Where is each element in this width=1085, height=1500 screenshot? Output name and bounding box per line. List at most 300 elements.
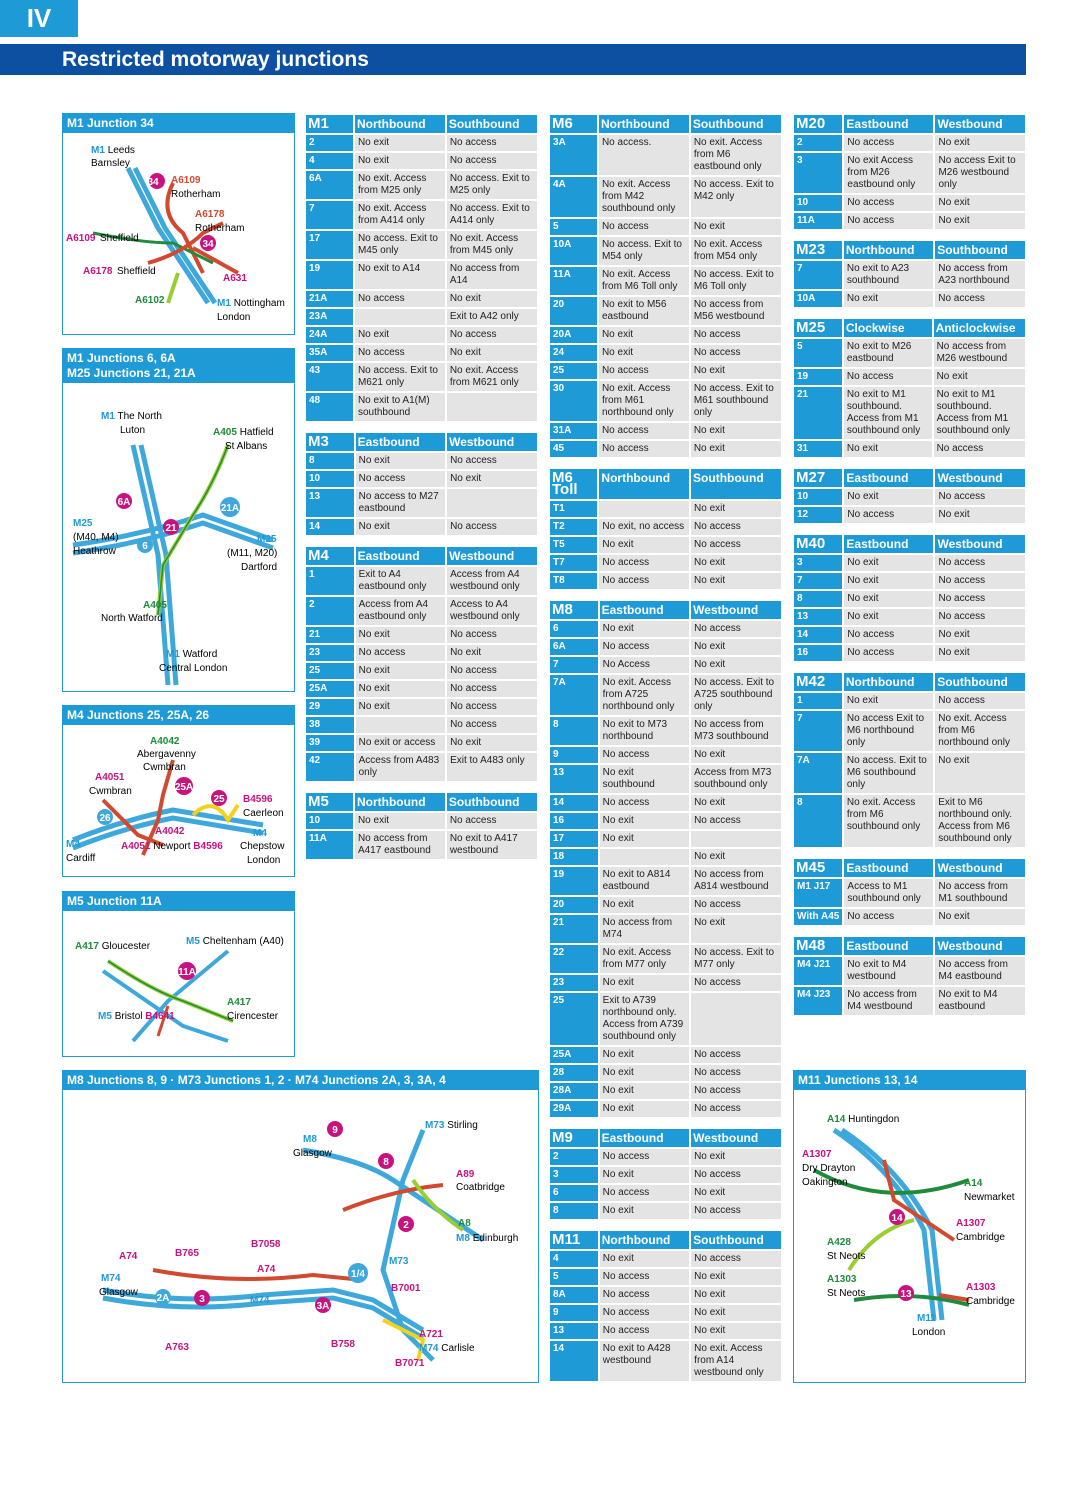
restriction-cell: No access: [689, 1251, 781, 1269]
inset-label: M74: [419, 1343, 439, 1354]
table-row: [306, 699, 537, 717]
inset-label: Oakington: [802, 1177, 848, 1188]
inset-label: M8: [456, 1233, 470, 1244]
restriction-cell: No access. Exit to M621 only: [353, 363, 445, 393]
svg-text:M1 The North: [101, 411, 162, 422]
junction-number: 14: [794, 627, 842, 645]
junction-number: 10: [306, 471, 354, 489]
junction-number: T1: [550, 501, 597, 519]
inset-label: 26: [99, 813, 111, 824]
restriction-cell: No exit to M1 southbound. Access from M1 southbound only: [842, 387, 932, 441]
motorway-name: M27: [794, 469, 842, 489]
junction-number: 12: [794, 507, 842, 525]
inset-label: M1: [91, 145, 105, 156]
restriction-cell: No access: [597, 441, 689, 459]
direction-header: Westbound: [933, 469, 1025, 489]
restriction-cell: No exit: [598, 975, 689, 993]
table-row: [794, 609, 1025, 627]
restriction-cell: No exit. Access from A725 northbound only: [598, 675, 689, 717]
restriction-cell: No access: [353, 291, 445, 309]
table-row: [550, 621, 781, 639]
junction-number: 39: [306, 735, 354, 753]
restriction-cell: No access: [842, 645, 933, 663]
svg-text:A14 Huntingdon: [827, 1114, 899, 1125]
restriction-cell: No access. Exit to M54 only: [597, 237, 689, 267]
restriction-cell: [445, 393, 537, 423]
table-row: [794, 291, 1025, 309]
junction-number: 25A: [306, 681, 354, 699]
table-row: [550, 675, 781, 717]
junction-number: 8: [794, 795, 842, 849]
restriction-cell: No exit to A428 westbound: [598, 1341, 689, 1383]
page-number: IV: [0, 0, 78, 37]
inset-label: (M11, M20): [227, 548, 278, 559]
restriction-cell: No exit. Access from M42 southbound only: [597, 177, 689, 219]
restriction-cell: No access: [597, 219, 689, 237]
restriction-cell: No exit. Access from M25 only: [353, 171, 445, 201]
table-header-row: [794, 241, 1025, 261]
table-row: [306, 363, 537, 393]
inset-label: A4051: [95, 772, 125, 783]
restriction-cell: No exit: [842, 591, 933, 609]
restriction-cell: No access: [842, 627, 933, 645]
restriction-cell: No exit: [445, 345, 537, 363]
restriction-cell: Access to M1 southbound only: [842, 879, 933, 909]
table-row: [306, 231, 537, 261]
inset-label: 21: [165, 523, 177, 534]
restriction-cell: Exit to A483 only: [445, 753, 537, 783]
junction-number: 16: [794, 645, 842, 663]
table-row: [550, 1341, 781, 1383]
inset-label: Central London: [159, 663, 228, 674]
inset-label: A428: [827, 1237, 851, 1248]
restriction-cell: No exit: [354, 663, 445, 681]
junction-number: 17: [550, 831, 598, 849]
restriction-cell: [598, 849, 689, 867]
restriction-cell: No access: [354, 645, 445, 663]
junction-number: 24A: [306, 327, 353, 345]
junction-number: T5: [550, 537, 597, 555]
junction-number: 6A: [306, 171, 353, 201]
restriction-cell: No access from A814 westbound: [689, 867, 781, 897]
table-row: [306, 171, 537, 201]
restriction-cell: No access: [598, 1149, 689, 1167]
restriction-cell: No exit to A814 eastbound: [598, 867, 689, 897]
table-row: [550, 717, 781, 747]
table-row: [550, 867, 781, 897]
restriction-cell: No access: [445, 699, 537, 717]
junction-map-m5: [63, 911, 293, 1056]
restriction-cell: No access: [598, 1185, 689, 1203]
table-row: [550, 1323, 781, 1341]
table-row: [550, 897, 781, 915]
restriction-cell: No exit: [689, 219, 781, 237]
junction-number: 13: [550, 1323, 598, 1341]
restriction-cell: No access: [842, 195, 933, 213]
table-header-row: [306, 115, 537, 135]
inset-label: 25: [213, 794, 225, 805]
restriction-cell: No access: [842, 135, 933, 153]
restriction-cell: No access: [445, 663, 537, 681]
junction-number: 20A: [550, 327, 597, 345]
inset-label: 14: [891, 1213, 903, 1224]
table-row: [306, 681, 537, 699]
page-title: Restricted motorway junctions: [0, 44, 1026, 75]
restriction-cell: No exit: [689, 849, 781, 867]
direction-header: Southbound: [689, 1231, 781, 1251]
table-row: [550, 219, 781, 237]
restriction-cell: Access to A4 westbound only: [445, 597, 537, 627]
inset-label: A4042: [150, 736, 180, 747]
table-gap: [306, 785, 537, 793]
restriction-cell: No access: [932, 441, 1025, 459]
junction-number: 5: [794, 339, 842, 369]
inset-label: M25: [257, 534, 277, 545]
direction-header: Westbound: [445, 433, 537, 453]
restriction-cell: No access: [689, 897, 781, 915]
direction-header: Southbound: [933, 241, 1025, 261]
direction-header: Northbound: [353, 793, 445, 813]
table-row: [306, 489, 537, 519]
table-row: [794, 135, 1025, 153]
restriction-cell: No access. Exit to A725 southbound only: [689, 675, 781, 717]
inset-label: 6: [142, 541, 148, 552]
junction-number: 25: [306, 663, 354, 681]
inset-label: Luton: [120, 425, 146, 436]
restriction-cell: No access from M4 eastbound: [933, 957, 1025, 987]
motorway-name: M42: [794, 673, 842, 693]
inset-label: M73: [425, 1120, 445, 1131]
inset-label: Dartford: [241, 562, 278, 573]
inset-label: M4: [253, 828, 267, 839]
restriction-cell: No access: [933, 693, 1025, 711]
svg-text:M73 Stirling: [425, 1120, 478, 1131]
table-row: [550, 363, 781, 381]
inset-label: The North: [117, 411, 162, 422]
restriction-cell: No exit to M26 eastbound: [842, 339, 932, 369]
restriction-cell: No access: [689, 621, 781, 639]
restriction-cell: No access. Exit to M42 only: [689, 177, 781, 219]
restriction-cell: No exit to A23 southbound: [842, 261, 933, 291]
restriction-cell: No exit: [354, 699, 445, 717]
junction-number: 8: [794, 591, 842, 609]
inset-label: 21A: [220, 503, 240, 514]
table-row: [550, 915, 781, 945]
inset-label: London: [247, 855, 281, 866]
table-row: [306, 717, 537, 735]
restriction-cell: No exit. Access from M6 southbound only: [842, 795, 933, 849]
restriction-cell: No exit to M1 southbound. Access from M1 southbound only: [932, 387, 1025, 441]
table-row: [794, 441, 1025, 459]
inset-label: B4596: [193, 841, 223, 852]
junction-number: M4 J23: [794, 987, 842, 1017]
table-row: [306, 453, 537, 471]
inset-label: Bristol: [114, 1011, 143, 1022]
restriction-cell: No exit: [689, 795, 781, 813]
table-row: [794, 753, 1025, 795]
restriction-cell: Exit to A4 eastbound only: [354, 567, 445, 597]
table-gap: [550, 1121, 781, 1129]
table-row: [794, 627, 1025, 645]
table-row: [550, 813, 781, 831]
table-column-3: [794, 115, 1025, 1027]
junction-number: 11A: [794, 213, 842, 231]
restriction-table: [794, 319, 1025, 459]
restriction-cell: No exit: [689, 1305, 781, 1323]
inset-label: 2A: [156, 1293, 170, 1304]
table-row: [794, 261, 1025, 291]
table-row: [550, 657, 781, 675]
restriction-cell: No access Exit to M6 northbound only: [842, 711, 933, 753]
inset-label: Watford: [182, 649, 218, 660]
direction-header: Westbound: [445, 547, 537, 567]
restriction-cell: No exit: [933, 753, 1025, 795]
motorway-name: M11: [550, 1231, 598, 1251]
restriction-cell: No access: [353, 345, 445, 363]
restriction-cell: No exit: [354, 681, 445, 699]
restriction-cell: No access: [597, 363, 689, 381]
junction-number: 31A: [550, 423, 597, 441]
motorway-name: M6: [550, 115, 597, 135]
table-row: [306, 201, 537, 231]
inset-label: 6A: [117, 497, 131, 508]
inset-label: Heathrow: [73, 546, 116, 557]
restriction-cell: No access: [354, 471, 445, 489]
inset-label: A405: [213, 427, 237, 438]
restriction-cell: No access: [598, 1287, 689, 1305]
restriction-cell: No access: [933, 609, 1025, 627]
inset-label: St Albans: [225, 441, 268, 452]
inset-label: 25A: [174, 782, 194, 793]
table-row: [306, 345, 537, 363]
restriction-cell: No access: [598, 1269, 689, 1287]
junction-number: 7A: [550, 675, 598, 717]
direction-header: Clockwise: [842, 319, 932, 339]
direction-header: Eastbound: [842, 937, 933, 957]
junction-number: 30: [550, 381, 597, 423]
restriction-cell: No exit: [689, 555, 781, 573]
table-header-row: [794, 673, 1025, 693]
table-row: [550, 1167, 781, 1185]
inset-label: B7001: [391, 1283, 421, 1294]
restriction-cell: [353, 309, 445, 327]
restriction-cell: No exit: [598, 1167, 689, 1185]
restriction-cell: No exit: [445, 735, 537, 753]
restriction-cell: No exit: [689, 639, 781, 657]
junction-number: 13: [550, 765, 598, 795]
junction-number: 38: [306, 717, 354, 735]
inset-label: A4042: [155, 826, 185, 837]
motorway-name: M9: [550, 1129, 598, 1149]
inset-label: Cirencester: [227, 1011, 279, 1022]
table-row: [550, 1269, 781, 1287]
inset-label: M1: [166, 649, 180, 660]
restriction-cell: No exit: [597, 537, 689, 555]
restriction-cell: No exit: [842, 291, 933, 309]
restriction-cell: No access: [598, 1305, 689, 1323]
restriction-cell: [689, 993, 781, 1047]
restriction-table: [794, 241, 1025, 309]
restriction-cell: No exit: [689, 747, 781, 765]
restriction-cell: No access: [842, 213, 933, 231]
table-row: [550, 1101, 781, 1119]
inset-label: A405: [143, 600, 167, 611]
restriction-table: [794, 469, 1025, 525]
table-row: [794, 795, 1025, 849]
junction-number: 2: [306, 597, 354, 627]
table-row: [306, 135, 537, 153]
junction-number: 3: [794, 153, 842, 195]
restriction-cell: Access from A4 westbound only: [445, 567, 537, 597]
restriction-cell: No access: [445, 135, 537, 153]
restriction-cell: No access: [689, 537, 781, 555]
inset-label: A1303: [966, 1282, 996, 1293]
restriction-cell: No access.: [597, 135, 689, 177]
restriction-cell: No exit to A14: [353, 261, 445, 291]
junction-number: 48: [306, 393, 353, 423]
restriction-cell: No exit. Access from M6 eastbound only: [689, 135, 781, 177]
restriction-cell: No exit: [598, 1101, 689, 1119]
svg-text:M1 Nottingham: [217, 298, 285, 309]
table-header-row: [550, 115, 781, 135]
inset-title: M5 Junction 11A: [63, 892, 294, 911]
restriction-cell: No access: [445, 519, 537, 537]
restriction-cell: No access: [842, 369, 932, 387]
restriction-cell: No exit or access: [354, 735, 445, 753]
restriction-cell: No access: [445, 453, 537, 471]
junction-number: 3: [550, 1167, 598, 1185]
restriction-table: [550, 115, 781, 459]
restriction-cell: No exit Access from M26 eastbound only: [842, 153, 933, 195]
junction-number: T2: [550, 519, 597, 537]
table-row: [306, 471, 537, 489]
restriction-cell: No exit: [598, 1203, 689, 1221]
direction-header: Southbound: [445, 115, 537, 135]
restriction-cell: No exit. Access from A414 only: [353, 201, 445, 231]
junction-number: 20: [550, 897, 598, 915]
restriction-cell: [689, 831, 781, 849]
inset-label: St Neots: [827, 1251, 866, 1262]
inset-label: M11: [917, 1313, 936, 1324]
restriction-table: [306, 547, 537, 783]
junction-number: 19: [794, 369, 842, 387]
restriction-cell: No access: [689, 1047, 781, 1065]
restriction-cell: No access from M56 westbound: [689, 297, 781, 327]
direction-header: Northbound: [842, 673, 933, 693]
restriction-cell: No access: [842, 507, 933, 525]
inset-label: M74: [250, 1295, 270, 1306]
junction-number: 3A: [550, 135, 597, 177]
restriction-cell: No access from A14: [445, 261, 537, 291]
table-header-row: [794, 535, 1025, 555]
junction-number: 31: [794, 441, 842, 459]
restriction-cell: No exit: [689, 1149, 781, 1167]
table-row: [306, 597, 537, 627]
restriction-cell: No access from M26 westbound: [932, 339, 1025, 369]
restriction-cell: No access: [597, 423, 689, 441]
restriction-cell: No access: [689, 327, 781, 345]
restriction-cell: No exit. Access from M77 only: [598, 945, 689, 975]
inset-label: London: [217, 312, 251, 323]
restriction-cell: No access. Exit to M61 southbound only: [689, 381, 781, 423]
direction-header: Eastbound: [842, 535, 933, 555]
table-gap: [306, 863, 537, 871]
inset-label: M5: [186, 936, 200, 947]
junction-number: 7: [794, 261, 842, 291]
inset-label: Cardiff: [66, 853, 96, 864]
inset-label: Carlisle: [441, 1343, 475, 1354]
table-row: [550, 975, 781, 993]
junction-number: 1: [794, 693, 842, 711]
table-column-1: [306, 115, 537, 871]
restriction-cell: No exit, no access: [597, 519, 689, 537]
restriction-cell: No access: [689, 1101, 781, 1119]
restriction-cell: No access: [689, 975, 781, 993]
direction-header: Eastbound: [842, 115, 933, 135]
motorway-name: M4: [306, 547, 354, 567]
restriction-table: [794, 937, 1025, 1017]
junction-number: 2: [550, 1149, 598, 1167]
table-row: [794, 555, 1025, 573]
inset-label: Hatfield: [239, 427, 274, 438]
restriction-cell: No exit: [598, 813, 689, 831]
restriction-cell: No exit. Access from M45 only: [445, 231, 537, 261]
inset-label: B765: [175, 1248, 199, 1259]
table-gap: [794, 1019, 1025, 1027]
junction-number: 23A: [306, 309, 353, 327]
table-row: [550, 1203, 781, 1221]
table-header-row: [794, 859, 1025, 879]
motorway-name: M8: [550, 601, 598, 621]
inset-label: A1307: [956, 1218, 986, 1229]
inset-label: 9: [332, 1125, 338, 1136]
table-header-row: [550, 469, 781, 501]
restriction-cell: No exit: [354, 453, 445, 471]
table-row: [306, 291, 537, 309]
inset-title: M1 Junction 34: [63, 114, 294, 133]
motorway-name: M6 Toll: [550, 469, 597, 501]
table-row: [550, 519, 781, 537]
restriction-cell: No exit: [689, 363, 781, 381]
junction-map-m4: [63, 725, 293, 875]
restriction-cell: No access: [445, 627, 537, 645]
restriction-cell: No access: [445, 717, 537, 735]
junction-number: 4: [550, 1251, 598, 1269]
restriction-cell: No access: [689, 345, 781, 363]
direction-header: Eastbound: [598, 601, 689, 621]
inset-m4: [62, 705, 295, 877]
junction-number: 5: [550, 1269, 598, 1287]
restriction-cell: No exit: [689, 423, 781, 441]
junction-map-m8: [63, 1090, 537, 1382]
restriction-cell: No exit southbound: [598, 765, 689, 795]
restriction-table: [794, 859, 1025, 927]
junction-number: 18: [550, 849, 598, 867]
direction-header: Southbound: [445, 793, 537, 813]
junction-number: T7: [550, 555, 597, 573]
restriction-cell: No exit: [353, 813, 445, 831]
restriction-cell: No exit: [689, 657, 781, 675]
restriction-cell: No exit. Access from A14 westbound only: [689, 1341, 781, 1383]
table-row: [794, 693, 1025, 711]
restriction-cell: [354, 717, 445, 735]
table-header-row: [550, 1231, 781, 1251]
restriction-cell: No exit: [842, 573, 933, 591]
restriction-cell: No exit: [445, 291, 537, 309]
junction-number: 25A: [550, 1047, 598, 1065]
restriction-cell: No access: [597, 555, 689, 573]
junction-number: 25: [550, 363, 597, 381]
